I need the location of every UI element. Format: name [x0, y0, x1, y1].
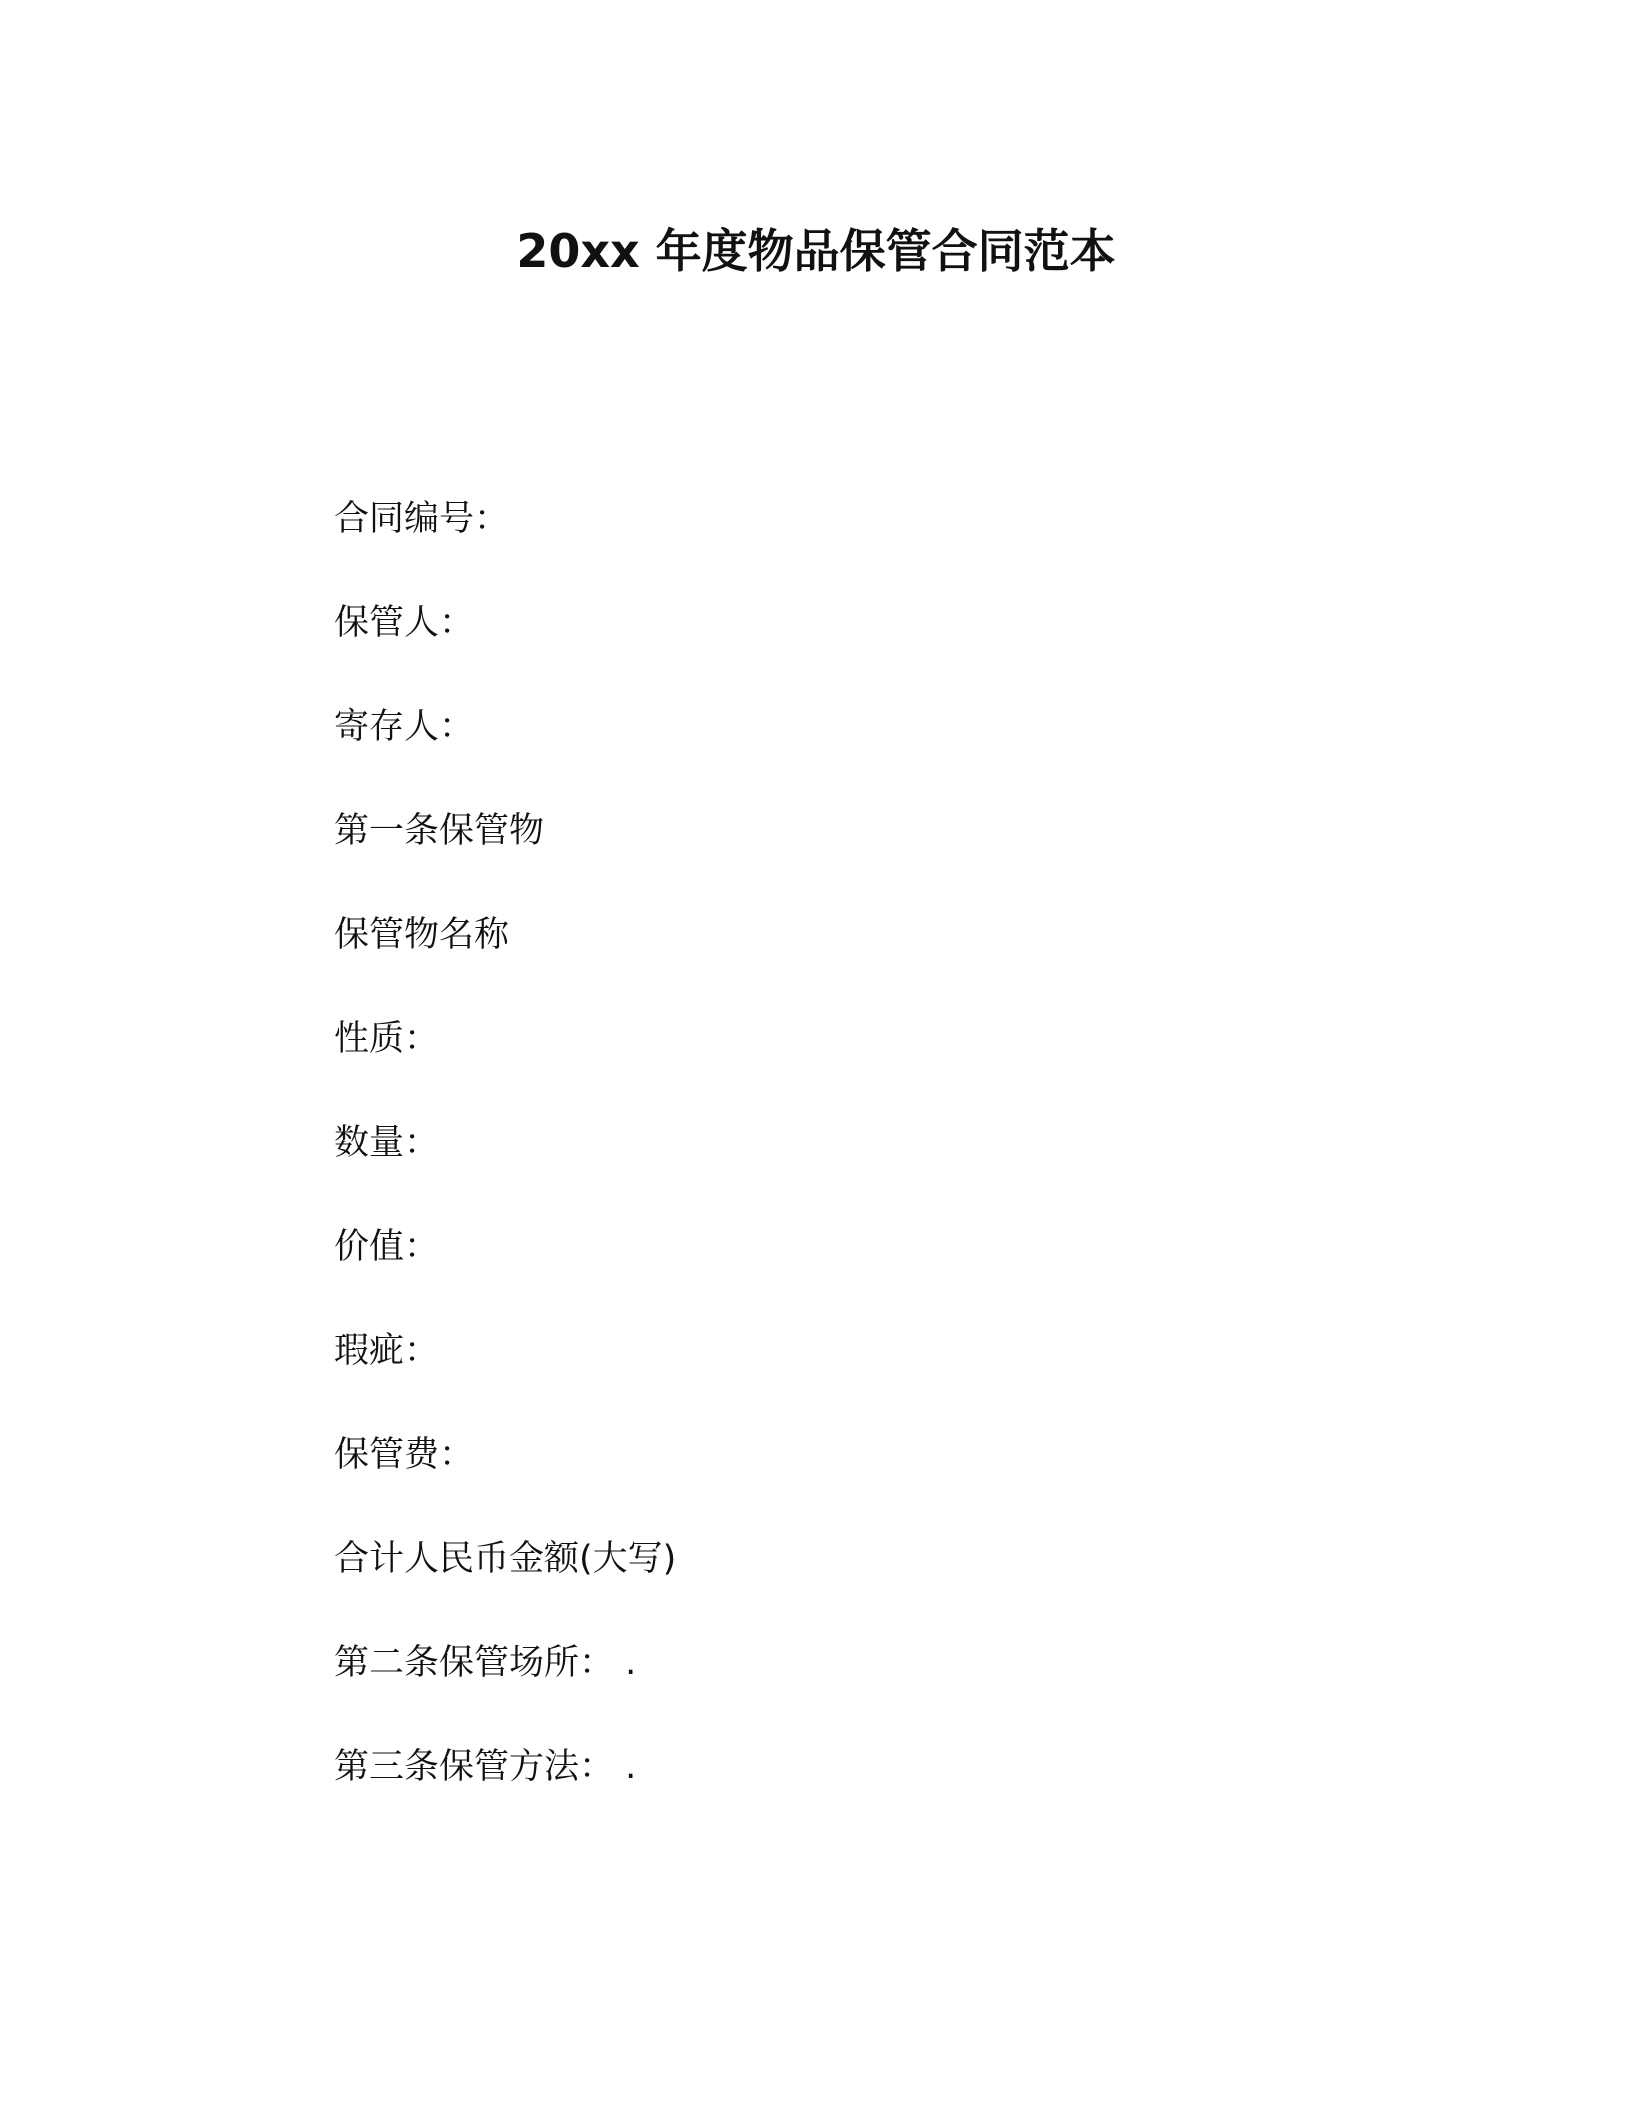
value-line: 价值：: [334, 1227, 440, 1267]
total-amount-line: 合计人民币金额(大写): [334, 1539, 677, 1579]
storage-fee-line: 保管费：: [334, 1435, 475, 1475]
contract-field-list: [334, 494, 1434, 1846]
nature-line: 性质：: [334, 1019, 440, 1059]
custodian-line: 保管人：: [334, 603, 475, 643]
quantity-line: 数量：: [334, 1123, 440, 1163]
article-three-storage-method: 第三条保管方法： .: [334, 1747, 637, 1787]
depositor-line: 寄存人：: [334, 707, 475, 747]
document-title: 20xx 年度物品保管合同范本: [516, 224, 1116, 278]
article-two-storage-location: 第二条保管场所： .: [334, 1643, 637, 1683]
contract-number-line: 合同编号：: [334, 499, 510, 539]
defect-line: 瑕疵：: [334, 1331, 440, 1371]
item-name-line: 保管物名称: [334, 915, 510, 955]
article-one-heading: 第一条保管物: [334, 811, 545, 851]
